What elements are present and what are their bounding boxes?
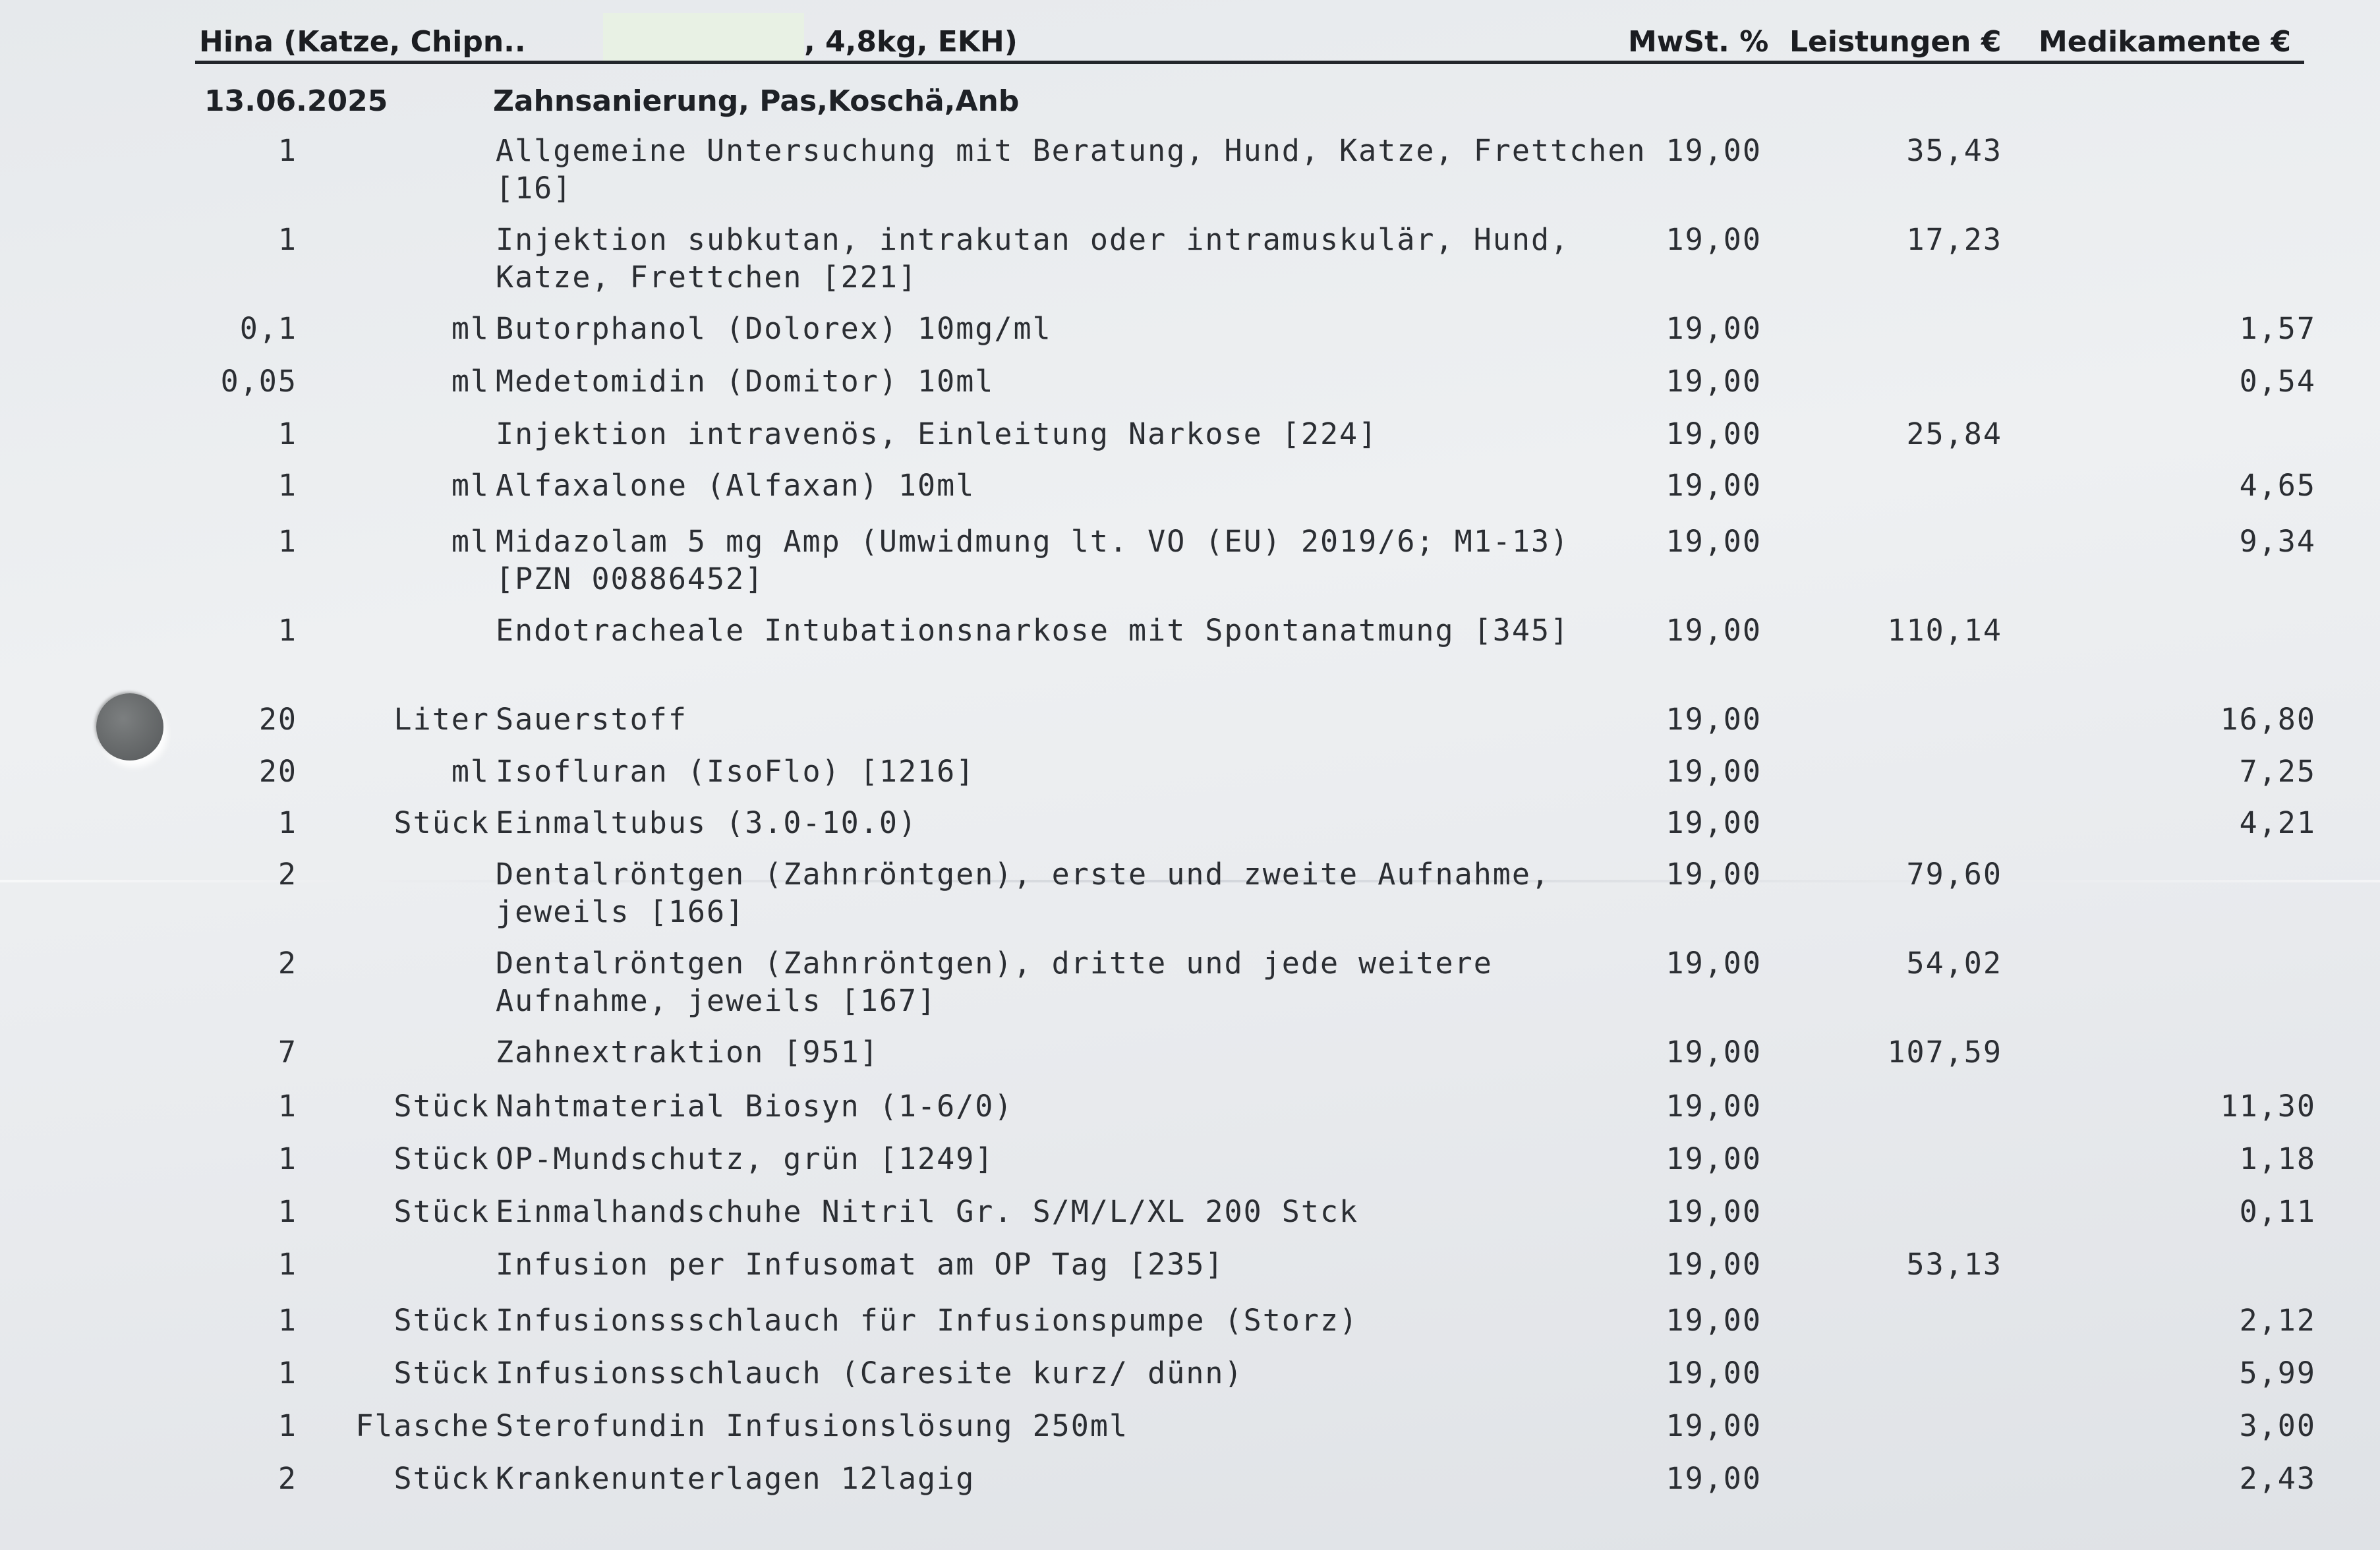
line-item-unit: Stück [393, 1089, 490, 1124]
line-item-quantity: 1 [277, 416, 297, 451]
line-item-quantity: 1 [277, 805, 297, 840]
line-item-service-amount: 53,13 [1906, 1247, 2002, 1282]
line-item-medication-amount: 7,25 [2239, 754, 2316, 789]
line-item-unit: ml [451, 311, 490, 346]
line-item-quantity: 20 [258, 754, 297, 789]
line-item-service-amount: 17,23 [1906, 222, 2002, 257]
line-item-service-amount: 54,02 [1906, 946, 2002, 981]
line-item-unit: Stück [393, 1141, 490, 1176]
line-item-medication-amount: 4,65 [2239, 468, 2316, 503]
line-item-vat: 19,00 [1666, 1408, 1762, 1443]
patient-details: , 4,8kg, EKH) [804, 25, 1018, 59]
line-item-medication-amount: 1,18 [2239, 1141, 2316, 1176]
line-item-medication-amount: 11,30 [2220, 1089, 2316, 1124]
line-item-quantity: 1 [277, 613, 297, 648]
line-item-vat: 19,00 [1666, 857, 1762, 892]
line-item-vat: 19,00 [1666, 1303, 1762, 1338]
line-item-description: OP-Mundschutz, grün [1249] [496, 1141, 995, 1176]
column-header-medikamente: Medikamente € [2039, 25, 2291, 59]
line-item-vat: 19,00 [1666, 133, 1762, 168]
line-item-unit: Stück [393, 1461, 490, 1496]
line-item-quantity: 1 [277, 222, 297, 257]
line-item-vat: 19,00 [1666, 1247, 1762, 1282]
line-item-description: Butorphanol (Dolorex) 10mg/ml [496, 311, 1052, 346]
line-item-service-amount: 79,60 [1906, 857, 2002, 892]
line-item-vat: 19,00 [1666, 754, 1762, 789]
line-item-unit: ml [451, 524, 490, 559]
line-item-description: Zahnextraktion [951] [496, 1035, 879, 1070]
patient-name: Hina (Katze, Chipn.. [199, 25, 526, 59]
line-item-medication-amount: 0,54 [2239, 364, 2316, 399]
line-item-vat: 19,00 [1666, 1194, 1762, 1229]
line-item-description: Infusionsschlauch (Caresite kurz/ dünn) [496, 1356, 1244, 1391]
line-item-vat: 19,00 [1666, 1141, 1762, 1176]
line-item-quantity: 1 [277, 1303, 297, 1338]
line-item-description: Dentalröntgen (Zahnröntgen), dritte und jede weitere Aufnahme, jeweils [167] [496, 946, 1493, 1018]
line-item-quantity: 0,05 [220, 364, 297, 399]
line-item-quantity: 1 [277, 1356, 297, 1391]
line-item-unit: ml [451, 754, 490, 789]
line-item-vat: 19,00 [1666, 416, 1762, 451]
line-item-medication-amount: 3,00 [2239, 1408, 2316, 1443]
line-item-vat: 19,00 [1666, 364, 1762, 399]
line-item-description: Allgemeine Untersuchung mit Beratung, Hund, Katze, Frettchen [16] [496, 133, 1646, 206]
line-item-quantity: 1 [277, 1408, 297, 1443]
line-item-unit: Flasche [355, 1408, 490, 1443]
visit-date: 13.06.2025 [204, 84, 388, 118]
line-item-unit: Stück [393, 805, 490, 840]
line-item-description: Medetomidin (Domitor) 10ml [496, 364, 995, 399]
line-item-vat: 19,00 [1666, 1089, 1762, 1124]
line-item-medication-amount: 1,57 [2239, 311, 2316, 346]
line-item-service-amount: 35,43 [1906, 133, 2002, 168]
line-item-vat: 19,00 [1666, 524, 1762, 559]
line-item-quantity: 0,1 [239, 311, 297, 346]
line-item-vat: 19,00 [1666, 702, 1762, 737]
line-item-vat: 19,00 [1666, 311, 1762, 346]
line-item-quantity: 20 [258, 702, 297, 737]
line-item-service-amount: 107,59 [1887, 1035, 2002, 1070]
line-item-quantity: 1 [277, 1247, 297, 1282]
line-item-quantity: 1 [277, 468, 297, 503]
line-item-quantity: 1 [277, 133, 297, 168]
line-item-description: Isofluran (IsoFlo) [1216] [496, 754, 975, 789]
visit-treatment: Zahnsanierung, Pas,Koschä,Anb [493, 84, 1020, 118]
line-item-description: Alfaxalone (Alfaxan) 10ml [496, 468, 975, 503]
line-item-quantity: 2 [277, 857, 297, 892]
line-item-medication-amount: 0,11 [2239, 1194, 2316, 1229]
line-item-vat: 19,00 [1666, 805, 1762, 840]
line-item-unit: Stück [393, 1356, 490, 1391]
line-item-medication-amount: 9,34 [2239, 524, 2316, 559]
line-item-vat: 19,00 [1666, 222, 1762, 257]
line-item-vat: 19,00 [1666, 1461, 1762, 1496]
line-item-quantity: 1 [277, 1089, 297, 1124]
line-item-vat: 19,00 [1666, 1035, 1762, 1070]
line-item-vat: 19,00 [1666, 613, 1762, 648]
line-item-description: Injektion intravenös, Einleitung Narkose [224] [496, 416, 1378, 451]
line-item-description: Infusion per Infusomat am OP Tag [235] [496, 1247, 1225, 1282]
column-header-leistungen: Leistungen € [1789, 25, 2002, 59]
line-item-description: Midazolam 5 mg Amp (Umwidmung lt. VO (EU) 2019/6; M1-13) [PZN 00886452] [496, 524, 1570, 596]
line-item-unit: ml [451, 364, 490, 399]
line-item-unit: ml [451, 468, 490, 503]
line-item-description: Infusionssschlauch für Infusionspumpe (Storz) [496, 1303, 1359, 1338]
line-item-vat: 19,00 [1666, 468, 1762, 503]
line-item-quantity: 7 [277, 1035, 297, 1070]
line-item-unit: Stück [393, 1194, 490, 1229]
line-item-service-amount: 110,14 [1887, 613, 2002, 648]
line-item-medication-amount: 2,43 [2239, 1461, 2316, 1496]
line-item-quantity: 1 [277, 1194, 297, 1229]
line-item-description: Sterofundin Infusionslösung 250ml [496, 1408, 1129, 1443]
line-item-medication-amount: 4,21 [2239, 805, 2316, 840]
line-item-vat: 19,00 [1666, 1356, 1762, 1391]
line-item-service-amount: 25,84 [1906, 416, 2002, 451]
line-item-quantity: 2 [277, 946, 297, 981]
column-header-mwst: MwSt. % [1628, 25, 1769, 59]
line-item-description: Einmaltubus (3.0-10.0) [496, 805, 918, 840]
line-item-vat: 19,00 [1666, 946, 1762, 981]
line-item-quantity: 1 [277, 1141, 297, 1176]
line-item-unit: Stück [393, 1303, 490, 1338]
line-item-quantity: 1 [277, 524, 297, 559]
line-item-description: Sauerstoff [496, 702, 687, 737]
line-item-description: Injektion subkutan, intrakutan oder intramuskulär, Hund, Katze, Frettchen [221] [496, 222, 1570, 295]
line-item-description: Krankenunterlagen 12lagig [496, 1461, 975, 1496]
line-item-medication-amount: 2,12 [2239, 1303, 2316, 1338]
line-item-medication-amount: 16,80 [2220, 702, 2316, 737]
punch-hole [96, 693, 163, 761]
line-item-description: Endotracheale Intubationsnarkose mit Spontanatmung [345] [496, 613, 1570, 648]
line-item-description: Einmalhandschuhe Nitril Gr. S/M/L/XL 200 Stck [496, 1194, 1359, 1229]
line-item-medication-amount: 5,99 [2239, 1356, 2316, 1391]
line-item-description: Dentalröntgen (Zahnröntgen), erste und zweite Aufnahme, jeweils [166] [496, 857, 1551, 929]
line-item-description: Nahtmaterial Biosyn (1-6/0) [496, 1089, 1014, 1124]
line-item-unit: Liter [393, 702, 490, 737]
line-item-quantity: 2 [277, 1461, 297, 1496]
